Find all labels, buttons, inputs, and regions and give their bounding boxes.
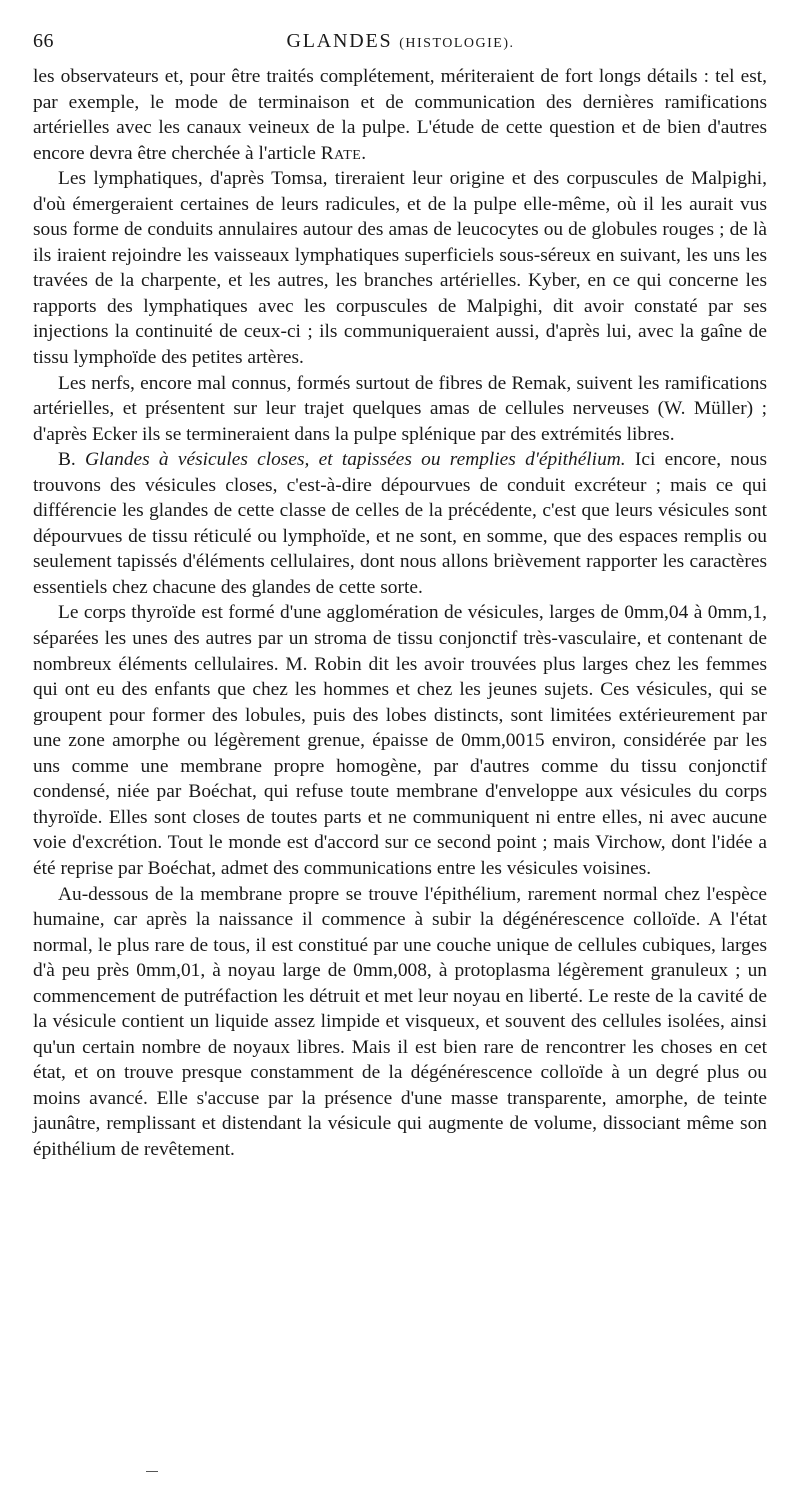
paragraph-thyroid: Le corps thyroïde est formé d'une agglomération de vésicules, larges de 0mm,04 à 0mm,1, séparées les unes des autres par un stroma de tissu conjonctif très-vasculaire, et contenant de nombreux éléments cellulaires. M. Robin dit les avoir trouvées plus larges chez les femmes qui ont eu des enfants que chez les hommes et chez les jeunes sujets. Ces vésicules, qui se groupent pour former des lobules, puis des lobes distincts, sont limitées extérieurement par une zone amorphe ou légèrement grenue, épaisse de 0mm,0015 environ, considérée par les uns comme une membrane propre homogène, par d'autres comme du tissu conjonctif condensé, niée par Boéchat, qui refuse toute membrane d'enveloppe aux vésicules du corps thyroïde. Elles sont closes de toutes parts et ne communiquent ni entre elles, ni avec aucune voie d'excrétion. Tout le monde est d'accord sur ce second point ; mais Virchow, dont l'idée a été reprise par Boéchat, admet des communications entre les vésicules voisines. [33, 602, 767, 879]
running-header [33, 30, 768, 60]
paragraph-text: les observateurs et, pour être traités complétement, mériteraient de fort longs détails : tel est, par exemple, le mode de terminaison et de communication des dernières ramifications artérielles avec les canaux veineux de la pulpe. L'étude de cette question et de bien d'autres encore devra être cherchée à l'article [33, 66, 767, 164]
paragraph-lymphatics: Les lymphatiques, d'après Tomsa, tireraient leur origine et des corpuscules de Malpighi, d'où émergeraient certaines de leurs radicules, et de la pulpe elle-même, où il les aurait vus sous forme de conduits annulaires autour des amas de leucocytes ou de globules rouges ; de là ils iraient rejoindre les vaisseaux lymphatiques superficiels sous-séreux en suivant, les uns les travées de la charpente, et les autres, les branches artérielles. Kyber, en ce qui concerne les rapports des lymphatiques avec les corpuscules de Malpighi, dit avoir constaté par ses injections la continuité de ceux-ci ; ils communiqueraient aussi, d'après lui, avec la gaîne de tissu lymphoïde des petites artères. [33, 168, 767, 369]
section-label: B. [58, 449, 76, 471]
paragraph-text: Ici encore, nous trouvons des vésicules closes, c'est-à-dire dépourvues de conduit excréteur ; mais ce qui différencie les glandes de cette classe de celles de la précédente, c'est que leurs vésicules sont dépourvues de tissu réticulé ou lymphoïde, et ne sont, en somme, que des espaces remplis ou seulement tapissés d'éléments cellulaires, dont nous allons brièvement rapporter les caractères essentiels chez chacune des glandes de cette sorte. [33, 449, 767, 598]
section-heading: Glandes à vésicules closes, et tapissées ou remplies d'épithélium. [85, 449, 626, 471]
paragraph-epithelium: Au-dessous de la membrane propre se trouve l'épithélium, rarement normal chez l'espèce humaine, car après la naissance il commence à subir la dégénérescence colloïde. A l'état normal, le plus rare de tous, il est constitué par une couche unique de cellules cubiques, larges d'à peu près 0mm,01, à noyau large de 0mm,008, à protoplasma légèrement granuleux ; un commencement de putréfaction les détruit et met leur noyau en liberté. Le reste de la cavité de la vésicule contient un liquide assez limpide et visqueux, et souvent des cellules isolées, ainsi qu'un certain nombre de noyaux libres. Mais il est bien rare de rencontrer les choses en cet état, et on trouve presque constamment de la dégénérescence colloïde à un degré plus ou moins avancé. Elle s'accuse par la présence d'une masse transparente, amorphe, de teinte jaunâtre, remplissant et distendant la vésicule qui augmente de volume, dissociant même son épithélium de revêtement. [33, 883, 767, 1160]
footer-rule [146, 1471, 158, 1472]
cross-reference: Rate. [320, 142, 367, 164]
paragraph-nerves: Les nerfs, encore mal connus, formés surtout de fibres de Remak, suivent les ramifications artérielles, et présentent sur leur trajet quelques amas de cellules nerveuses (W. Müller) ; d'après Ecker ils se termineraient dans la pulpe splénique par des extrémités libres. [33, 372, 767, 445]
page-number: 66 [33, 30, 54, 52]
paragraph-section-b [33, 447, 767, 600]
running-title [33, 30, 768, 53]
running-title-sub: (HISTOLOGIE). [399, 36, 515, 51]
paragraph-spleen-continuation [33, 64, 767, 166]
running-title-main: GLANDES [286, 30, 393, 52]
body-text [33, 64, 767, 1163]
